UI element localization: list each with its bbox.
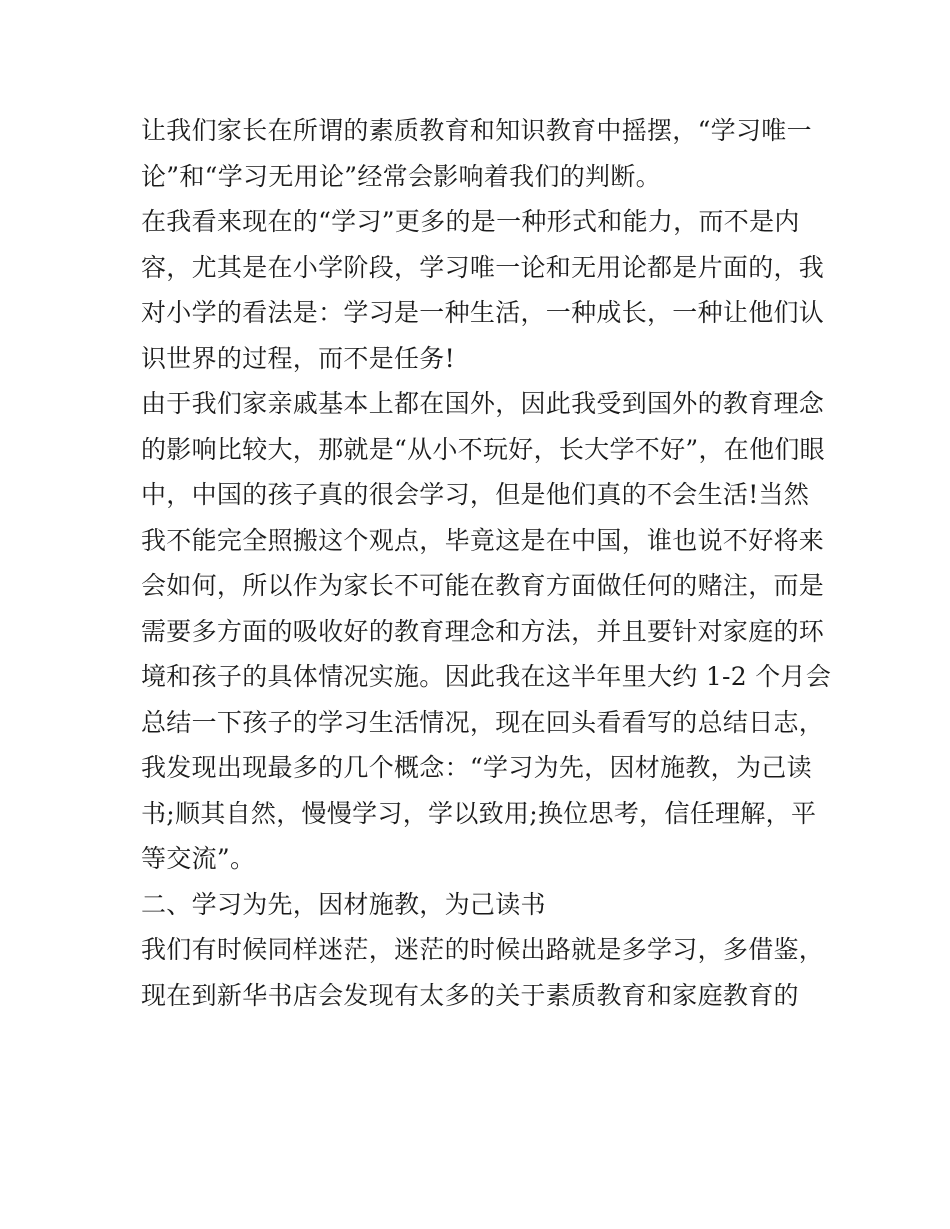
text-line: 现在到新华书店会发现有太多的关于素质教育和家庭教育的	[141, 980, 799, 1010]
text-line: 对小学的看法是：学习是一种生活，一种成长，一种让他们认	[141, 298, 825, 327]
text-line: 识世界的过程，而不是任务!	[141, 343, 455, 373]
text-line: 境和孩子的具体情况实施。因此我在这半年里大约 1-2 个月会	[141, 662, 832, 691]
text-line: 容，尤其是在小学阶段，学习唯一论和无用论都是片面的，我	[141, 252, 825, 282]
text-line: 等交流”。	[141, 844, 256, 873]
text-line: 由于我们家亲戚基本上都在国外，因此我受到国外的教育理念	[141, 389, 825, 418]
text-line: 我发现出现最多的几个概念：“学习为先，因材施教，为己读	[141, 753, 812, 782]
document-body	[141, 108, 832, 1018]
text-line: 会如何，所以作为家长不可能在教育方面做任何的赌注，而是	[141, 571, 825, 600]
text-line: 我不能完全照搬这个观点，毕竟这是在中国，谁也说不好将来	[141, 525, 825, 555]
section-heading: 二、学习为先，因材施教，为己读书	[141, 889, 546, 919]
text-line: 在我看来现在的“学习”更多的是一种形式和能力，而不是内	[141, 207, 800, 236]
text-line: 书;顺其自然，慢慢学习，学以致用;换位思考，信任理解，平	[141, 798, 817, 828]
text-line: 让我们家长在所谓的素质教育和知识教育中摇摆，“学习唯一	[141, 116, 812, 145]
text-line: 的影响比较大，那就是“从小不玩好，长大学不好”，在他们眼	[141, 434, 825, 464]
text-line: 论”和“学习无用论”经常会影响着我们的判断。	[141, 161, 661, 191]
text-line: 中，中国的孩子真的很会学习，但是他们真的不会生活!当然	[141, 480, 810, 509]
text-line: 我们有时候同样迷茫，迷茫的时候出路就是多学习，多借鉴，	[141, 935, 825, 964]
text-line: 总结一下孩子的学习生活情况，现在回头看看写的总结日志，	[141, 707, 825, 737]
text-line: 需要多方面的吸收好的教育理念和方法，并且要针对家庭的环	[141, 616, 825, 646]
